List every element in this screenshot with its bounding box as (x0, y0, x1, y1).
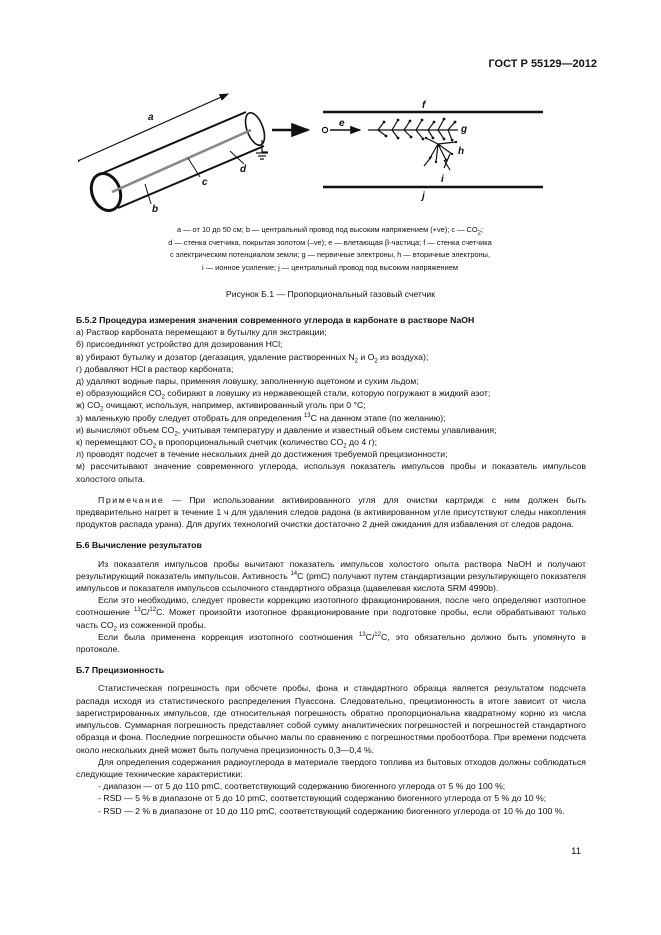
step-i: и) вычисляют объем $CO_2$, учитывая температуру и давление и известный объем системы улавливания; (76, 424, 497, 438)
document-body (76, 314, 586, 817)
b6-paragraph-3: Если была применена коррекция изотопного соотношения $^{13}$C/$^{12}$C, это обязательно должно быть упомянуто в протоколе. (76, 631, 586, 655)
section-b7-title: Б.7 Прецизионность (76, 665, 165, 676)
ionization-drawing (322, 112, 543, 187)
label-g: g (461, 124, 468, 135)
figure-legend: a — от 10 до 50 см; b — центральный провод под высоким напряжением (+ve); c — $CO_2$; d — стенка счетчика, покрытая золотом (–ve); e — влетающая β-частица; f — стенка счетчика с электрическим потенциалом земли; g — первичные электроны, h — вторичные электроны, i — ионное усиление; j — центральный провод под высоким напряжением (168, 225, 492, 272)
proportional-counter-figure (78, 84, 548, 224)
b6-paragraph-2: Если это необходимо, следует провести коррекцию изотопного фракционирования, после чего определяют изотопное соотношение $^{13}$C/$^{12}$C. Может произойти изотопное фракционирование при подготовке пробы, если обрабатывают только часть $CO_2$ из сожженной пробы. (76, 595, 586, 633)
label-a: a (148, 112, 154, 123)
step-b: б) присоединяют устройство для дозирования HCl; (76, 339, 283, 350)
step-l: л) проводят подсчет в течение нескольких дней до достижения требуемой прецизионности; (76, 449, 448, 460)
section-b6-title: Б.6 Вычисление результатов (76, 540, 202, 551)
counter-tube-drawing (80, 94, 308, 215)
label-d: d (240, 164, 247, 175)
document-code: ГОСТ Р 55129—2012 (488, 58, 597, 70)
b7-paragraph-1: Статистическая погрешность при обсчете пробы, фона и стандартного образца является результатом подсчета распада исходя из статистического распределения Пуассона. Следовательно, прецизионность в итоге зависит от числа зарегистрированных импульсов, где относительная погрешность обратно пропорциональна квадратному корню из числа импульсов. Суммарная погрешность представляет собой сумму аналитических погрешностей и погрешностей стандартного образца и фона. Последние погрешности обычно малы по сравнению с погрешностями пробоотбора. При времени подсчета около нескольких дней может быть получена прецизионность 0,3—0,4 %. (76, 683, 586, 755)
label-i: i (441, 174, 444, 185)
label-b: b (152, 204, 159, 215)
step-m: м) рассчитывают значение современного углерода, используя показатель импульсов пробы и показатель импульсов холостого опыта. (76, 461, 586, 484)
step-e: е) образующийся $CO_2$ собирают в ловушку из нержавеющей стали, которую погружают в жидкий азот; (76, 388, 491, 401)
section-b52-title: Б.5.2 Процедура измерения значения современного углерода в карбонате в растворе NaOH (76, 315, 475, 325)
b7-bullet-1: - диапазон — от 5 до 110 pmC, соответствующий содержанию биогенного углерода от 5 % до 100 %; (98, 781, 506, 792)
label-f: f (422, 100, 426, 111)
label-c: c (202, 177, 208, 188)
figure-title: Рисунок Б.1 — Пропорциональный газовый счетчик (225, 289, 436, 299)
step-d: д) удаляют водные пары, применяя ловушку, заполненную ацетоном и сухим льдом; (76, 376, 419, 387)
step-a: а) Раствор карбоната перемещают в бутылку для экстракции; (76, 327, 327, 338)
step-v: в) убирают бутылку и дозатор (дегазация, удаление растворенных $N_2$ и $O_2$ из воздуха); (76, 351, 429, 365)
page-number: 11 (571, 846, 581, 857)
b7-bullet-2: - RSD — 5 % в диапазоне от 5 до 10 pmC, соответствующий содержанию биогенного углерода от 5 % до 10 %; (98, 793, 547, 804)
label-j: j (422, 191, 425, 202)
step-k: к) перемещают $CO_2$ в пропорциональный счетчик (количество $CO_2$ до 4 г); (76, 437, 378, 450)
b7-bullet-3: - RSD — 2 % в диапазоне от 10 до 110 pmC, соответствующий содержанию биогенного углерода от 10 % до 100 %. (98, 805, 565, 816)
b6-paragraph-1: Из показателя импульсов пробы вычитают показатель импульсов холостого опыта раствора NaOH и получают результирующий показатель импульсов. Активность $^{14}$C (pmC) получают путем стандартизации результирующего показателя импульсов и показателя импульсов ссылочного стандартного образца (щавелевая кислота SRM 4990b). (76, 558, 586, 594)
note: Примечание — При использовании активированного угля для очистки картридж с ним должен быть предварительно нагрет в течение 1 ч для удаления следов радона (в активированном угле присутствуют следы накопления продуктов распада урана). Для других технологий очистки достаточно 2 дней ожидания для избавления от следов радона. (76, 494, 586, 530)
label-h: h (458, 146, 465, 157)
label-e: e (339, 118, 345, 129)
step-zh: ж) $CO_2$ очищают, используя, например, активированный уголь при 0 °C; (76, 400, 366, 414)
step-g: г) добавляют HCl в раствор карбоната; (76, 363, 234, 374)
b7-paragraph-2: Для определения содержания радиоуглерода в материале твердого топлива из бытовых отходов должны соблюдаться следующие технические характеристики: (76, 756, 586, 779)
step-z: з) маленькую пробу следует отобрать для определения $^{13}$C на данном этапе (по желанию); (76, 412, 446, 423)
